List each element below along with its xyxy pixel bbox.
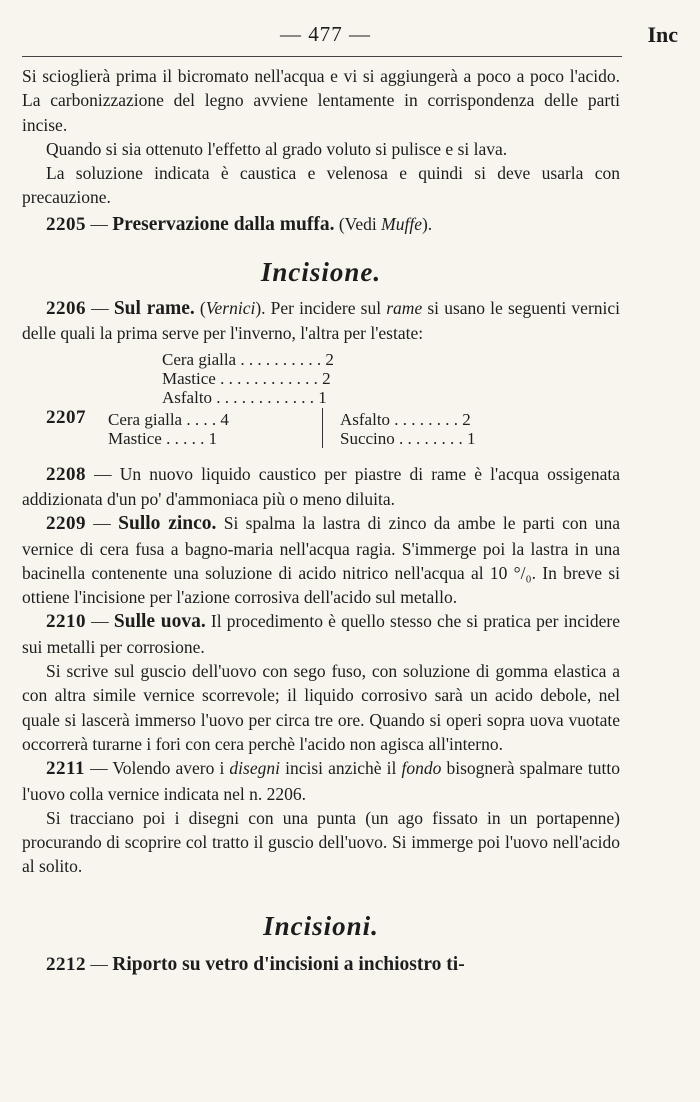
- entry-ref: Vernici: [205, 298, 256, 319]
- entry-text: Si spalma la lastra di zinco da ambe le parti con una vernice di cera fusa a bagno-maria nell'acqua ragia. S'immerge poi la lastra in una bacinella contenente una soluzione di acido nitrico nell'acqua al 10 °/₀. In breve si ottiene l'incisione per l'azione corrosiva dell'acido sul metallo.: [22, 513, 620, 608]
- recipe-row: [108, 410, 229, 429]
- recipe-row: [162, 369, 331, 388]
- entry-text: incisi anzichè il: [279, 758, 402, 779]
- entry-text: — Un nuovo liquido caustico per piastre di rame è l'acqua ossigenata addizionata d'un po' d'ammoniaca più o meno diluita.: [22, 463, 620, 509]
- section-heading-incisioni: Incisioni.: [263, 910, 379, 941]
- entry-number: 2209: [46, 513, 86, 535]
- entry-number: 2208: [46, 463, 86, 485]
- ingredient-name: Cera gialla: [162, 349, 237, 369]
- entry-dash: —: [86, 611, 114, 632]
- entry-text: Il procedimento è quello stesso che si pratica per incidere sui metalli per corrosione.: [22, 611, 621, 657]
- leader-dots: . . . . .: [161, 428, 205, 448]
- ingredient-qty: 2: [462, 409, 471, 429]
- entry-text: Per incidere sul: [265, 298, 387, 319]
- entry-text-italic: disegni: [229, 758, 280, 779]
- recipe-row: [108, 429, 217, 448]
- ingredient-qty: 1: [318, 387, 327, 407]
- entry-text-italic: fondo: [401, 758, 442, 779]
- entry-number: 2212: [46, 953, 86, 975]
- entry-2210: [22, 609, 620, 659]
- recipe-row: [162, 388, 327, 407]
- entry-number: 2211: [46, 758, 85, 780]
- entry-ref-open: (Vedi: [334, 213, 382, 234]
- entry-2211-paragraph-2: Si tracciano poi i disegni con una punta (un ago fissato in un portapenne) procurando di scoprire col tratto il guscio dell'uovo. Si immerge poi l'uovo nell'acido al solito.: [22, 807, 620, 877]
- entry-text: — Volendo avero i: [84, 758, 230, 779]
- ingredient-qty: 1: [208, 428, 218, 448]
- header-rule: [22, 56, 622, 57]
- entry-dash: —: [86, 298, 114, 319]
- leader-dots: . . . . . . . .: [394, 428, 463, 448]
- recipe-row: [340, 429, 476, 448]
- entry-2210-paragraph-2: Si scrive sul guscio dell'uovo con sego fuso, con soluzione di gomma elastica a con altra simile vernice scorrevole; il liquido corrosivo sarà un acido debole, nel quale si lascerà immerso l'uovo per circa tre ore. Quando si operi sopra uova vuotate occorrerà turarne i fori con cera perchè l'acido non agisca all'interno.: [22, 661, 620, 754]
- entry-ref-close: ).: [421, 213, 433, 234]
- entry-title: Sulle uova.: [113, 611, 206, 633]
- entry-dash: —: [86, 953, 113, 974]
- leader-dots: . . . .: [182, 409, 217, 429]
- entry-dash: —: [86, 513, 119, 534]
- page-number: — 477 —: [280, 22, 371, 46]
- ingredient-qty: 4: [220, 409, 229, 429]
- entry-number: 2205: [46, 213, 86, 235]
- entry-2211: [22, 756, 620, 806]
- ingredient-qty: 2: [325, 349, 334, 369]
- ingredient-name: Asfalto: [162, 387, 213, 407]
- section-heading-incisione: Incisione.: [260, 257, 382, 288]
- entry-text-italic: rame: [386, 298, 423, 319]
- ingredient-qty: 1: [467, 428, 476, 448]
- ingredient-qty: 2: [322, 368, 331, 388]
- recipe-row: [162, 350, 334, 369]
- entry-2208: [22, 462, 620, 512]
- entry-ref: Muffe: [381, 213, 422, 234]
- entry-title: Preservazione dalla muffa.: [112, 213, 335, 235]
- entry-2206: 2206 — Sul rame. (Vernici). Per incidere sul rame si usano le seguenti vernici delle quali la prima serve per l'inverno, l'altra per l'estate:: [22, 298, 621, 344]
- intro-paragraph-3: La soluzione indicata è caustica e velenosa e quindi si deve usarla con precauzione.: [22, 163, 620, 208]
- entry-number: 2210: [46, 611, 86, 633]
- entry-2209: [22, 511, 620, 609]
- running-head: Inc: [647, 22, 678, 47]
- entry-title: Sullo zinco.: [118, 513, 217, 535]
- intro-paragraph-2: Quando si sia ottenuto l'effetto al grado voluto si pulisce e si lava.: [46, 138, 508, 159]
- entry-text: bisognerà spalmare tutto l'uovo colla vernice indicata nel n. 2206.: [22, 758, 620, 804]
- entry-number: 2207: [46, 406, 86, 428]
- entry-title: Riporto su vetro d'incisioni a inchiostro ti-: [112, 953, 465, 975]
- leader-dots: . . . . . . . . . . . .: [215, 368, 318, 388]
- entry-dash: —: [86, 213, 113, 234]
- ingredient-name: Cera gialla: [108, 409, 183, 429]
- page-body: [22, 64, 620, 977]
- intro-paragraph-1: Si scioglierà prima il bicromato nell'acqua e vi si aggiungerà a poco a poco l'acido. La carbonizzazione del legno avviene lentamente in corrispondenza delle parti incise.: [22, 66, 620, 135]
- recipe-tables: [22, 348, 620, 462]
- leader-dots: . . . . . . . .: [390, 409, 459, 429]
- ingredient-name: Asfalto: [340, 409, 391, 429]
- page-header: [22, 22, 678, 52]
- ingredient-name: Mastice: [162, 368, 216, 388]
- entry-number: 2206: [46, 298, 86, 320]
- entry-2212: [22, 952, 620, 977]
- entry-text: si usano le seguenti vernici delle quali la prima serve per l'inverno, l'altra per l'estate:: [22, 298, 621, 344]
- ingredient-name: Succino: [340, 428, 395, 448]
- recipe-row: [340, 410, 471, 429]
- entry-title: Sul rame.: [113, 298, 195, 320]
- column-divider: [322, 408, 323, 448]
- leader-dots: . . . . . . . . . . . .: [212, 387, 315, 407]
- leader-dots: . . . . . . . . . .: [236, 349, 322, 369]
- entry-2205: [22, 212, 620, 237]
- ingredient-name: Mastice: [108, 428, 162, 448]
